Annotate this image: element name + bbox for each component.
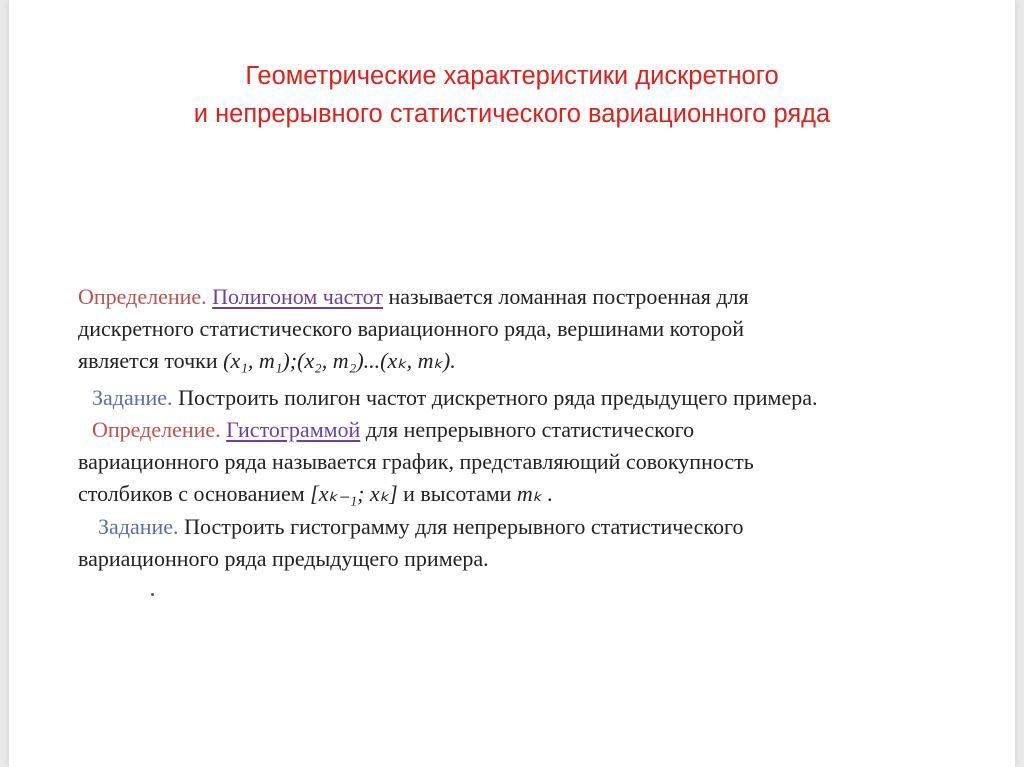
definition-2-line-3 <box>78 481 553 507</box>
title-line-2: и непрерывного статистического вариационного ряда <box>193 100 831 128</box>
definition-2-line-3-mid: и высотами <box>397 481 517 506</box>
points-formula: (x₁, m₁);(x₂, m₂)...(xₖ, mₖ). <box>223 348 456 373</box>
definition-label-2: Определение. <box>92 417 221 442</box>
slide-title <box>9 57 1015 133</box>
height-formula: mₖ . <box>516 481 554 506</box>
definition-1-line-1 <box>78 284 749 310</box>
stray-dot <box>151 593 154 596</box>
definition-1-line-3 <box>78 348 456 374</box>
term-polygon-link[interactable]: Полигоном частот <box>212 284 383 309</box>
definition-2-line-3-text: столбиков с основанием <box>78 481 311 506</box>
definition-1-text: называется ломанная построенная для <box>383 284 749 309</box>
definition-1-line-2: дискретного статистического вариационного ряда, вершинами которой <box>78 316 745 341</box>
term-histogram-link[interactable]: Гистограммой <box>226 417 361 442</box>
definition-label: Определение. <box>78 284 207 309</box>
interval-formula: [xₖ₋₁; xₖ] <box>310 481 398 506</box>
task-2-line-1 <box>98 514 743 540</box>
definition-1-line-3-text: является точки <box>78 348 224 373</box>
title-line-1: Геометрические характеристики дискретного <box>245 62 779 90</box>
task-2-text: Построить гистограмму для непрерывного статистического <box>178 514 744 539</box>
task-1 <box>92 385 818 411</box>
task-label-2: Задание. <box>98 514 179 539</box>
task-label: Задание. <box>92 385 173 410</box>
task-2-line-2: вариационного ряда предыдущего примера. <box>78 546 489 571</box>
definition-2-line-1 <box>92 417 694 443</box>
definition-2-line-2: вариационного ряда называется график, представляющий совокупность <box>78 449 754 474</box>
slide <box>9 0 1015 767</box>
definition-2-text: для непрерывного статистического <box>360 417 695 442</box>
task-1-text: Построить полигон частот дискретного ряда предыдущего примера. <box>172 385 818 410</box>
